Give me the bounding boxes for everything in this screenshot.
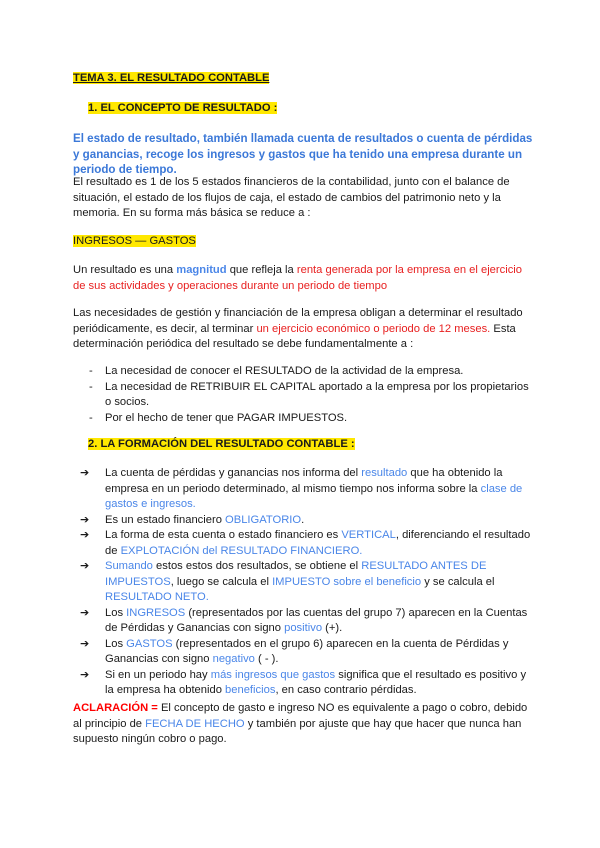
magnitud-term: magnitud <box>176 264 227 276</box>
list-item: ➔ Los GASTOS (representados en el grupo 6) aparecen en la cuenta de Pérdidas y Ganancias con signo negativo ( - ). <box>80 637 509 665</box>
section1-heading: 1. EL CONCEPTO DE RESULTADO : <box>88 102 278 114</box>
arrow-icon: ➔ <box>80 668 90 681</box>
renta-term: renta generada por la empresa en el ejercicio de sus actividades y operaciones durante un periodo de tiempo <box>73 264 523 292</box>
list-item: ➔ Sumando estos estos dos resultados, se obtiene el RESULTADO ANTES DE IMPUESTOS, luego se calcula el IMPUESTO sobre el beneficio y se calcula el RESULTADO NETO. <box>80 560 495 603</box>
title-text: TEMA 3. EL RESULTADO CONTABLE <box>73 72 270 84</box>
periodicidad-paragraph: Las necesidades de gestión y financiación de la empresa obligan a determinar el resultado periódicamente, es decir, al terminar un ejercicio económico o periodo de 12 meses. Esta determinación periódica del resultado se debe fundamentalmente a : <box>73 307 523 350</box>
magnitud-paragraph: Un resultado es una magnitud que refleja la renta generada por la empresa en el ejercicio de sus actividades y operaciones durante un periodo de tiempo <box>73 264 523 292</box>
list-item: - La necesidad de conocer el RESULTADO de la actividad de la empresa. <box>89 365 464 377</box>
ejercicio-term: un ejercicio económico o periodo de 12 meses. <box>256 322 491 335</box>
arrow-icon: ➔ <box>80 606 90 619</box>
formula-text: INGRESOS — GASTOS <box>73 235 196 247</box>
list-item: ➔ La forma de esta cuenta o estado financiero es VERTICAL, diferenciando el resultado de EXPLOTACIÓN del RESULTADO FINANCIERO. <box>80 529 531 557</box>
arrow-icon: ➔ <box>80 513 90 526</box>
formation-list <box>73 466 533 699</box>
list-item: ➔ Es un estado financiero OBLIGATORIO. <box>73 513 533 529</box>
reasons-list <box>73 364 533 426</box>
list-item: - Por el hecho de tener que PAGAR IMPUESTOS. <box>89 411 348 424</box>
arrow-icon: ➔ <box>80 637 90 650</box>
fecha-de-hecho-term: FECHA DE HECHO <box>145 717 245 730</box>
arrow-icon: ➔ <box>80 560 90 572</box>
list-item: ➔ La cuenta de pérdidas y ganancias nos informa del resultado que ha obtenido la empresa en un periodo determinado, al mismo tiempo nos informa sobre la clase de gastos e ingresos. <box>80 467 523 510</box>
document-title <box>73 71 533 87</box>
list-item: - La necesidad de RETRIBUIR EL CAPITAL aportado a la empresa por los propietarios o socios. <box>89 380 529 408</box>
arrow-icon: ➔ <box>80 529 90 541</box>
list-item: ➔ Los INGRESOS (representados por las cuentas del grupo 7) aparecen en la Cuentas de Pérdidas y Ganancias con signo positivo (+). <box>80 606 528 634</box>
formula-line <box>73 234 533 250</box>
aclaracion-paragraph: ACLARACIÓN = El concepto de gasto e ingreso NO es equivalente a pago o cobro, debido al principio de FECHA DE HECHO y también por ajuste que hay que hacer que nunca han supuesto ningún cobro o pago. <box>73 702 528 745</box>
arrow-icon: ➔ <box>80 467 90 479</box>
list-item: ➔ Si en un periodo hay más ingresos que gastos significa que el resultado es positivo y la empresa ha obtenido beneficios, en caso contrario pérdidas. <box>80 668 527 696</box>
aclaracion-label: ACLARACIÓN = <box>73 702 161 714</box>
section1-paragraph: El resultado es 1 de los 5 estados financieros de la contabilidad, junto con el balance de situación, el estado de los flujos de caja, el estado de cambios del patrimonio neto y la memoria. En su forma más básica se reduce a : <box>73 176 510 219</box>
section2-heading: 2. LA FORMACIÓN DEL RESULTADO CONTABLE : <box>88 438 355 450</box>
section1-definition: El estado de resultado, también llamada cuenta de resultados o cuenta de pérdidas y ganancias, recoge los ingresos y gastos que ha tenido una empresa durante un periodo de tiempo. <box>73 132 533 176</box>
